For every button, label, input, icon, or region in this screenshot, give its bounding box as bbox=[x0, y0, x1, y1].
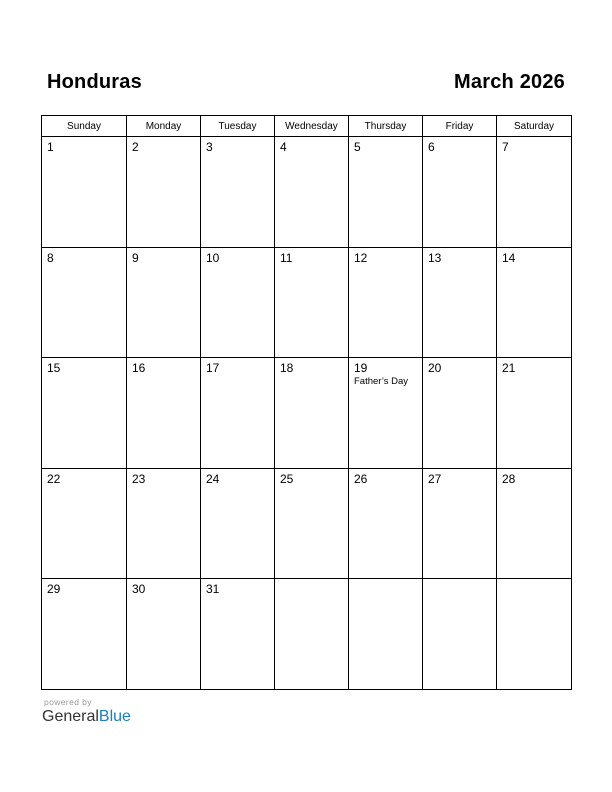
day-cell bbox=[201, 579, 275, 690]
day-number: 19 bbox=[354, 361, 368, 375]
day-number: 3 bbox=[206, 140, 213, 154]
day-number: 11 bbox=[280, 250, 293, 265]
day-number: 8 bbox=[47, 250, 54, 265]
country-title: Honduras bbox=[47, 71, 142, 93]
day-cell-empty bbox=[349, 579, 423, 690]
brand-part-general: General bbox=[42, 708, 99, 725]
day-cell bbox=[42, 247, 127, 358]
day-cell bbox=[497, 247, 572, 358]
day-cell bbox=[423, 137, 497, 248]
brand-part-blue: Blue bbox=[98, 708, 131, 725]
day-number bbox=[349, 579, 422, 582]
week-row bbox=[42, 468, 572, 579]
week-row bbox=[42, 247, 572, 358]
weekday-header: Tuesday bbox=[201, 116, 275, 137]
day-number: 20 bbox=[428, 361, 442, 375]
week-row bbox=[42, 579, 572, 690]
day-cell bbox=[423, 358, 497, 469]
day-number: 10 bbox=[206, 250, 220, 265]
day-number: 2 bbox=[132, 140, 139, 154]
weekday-header: Thursday bbox=[349, 116, 423, 137]
day-cell bbox=[127, 137, 201, 248]
day-cell bbox=[423, 468, 497, 579]
week-row bbox=[42, 137, 572, 248]
day-number: 6 bbox=[428, 140, 435, 154]
calendar-grid bbox=[41, 115, 572, 690]
day-number: 24 bbox=[206, 471, 220, 486]
day-cell bbox=[42, 579, 127, 690]
day-number: 30 bbox=[132, 582, 146, 596]
weekday-header: Saturday bbox=[497, 116, 572, 137]
day-cell bbox=[42, 468, 127, 579]
day-cell bbox=[497, 358, 572, 469]
day-number bbox=[497, 579, 571, 582]
day-cell-empty bbox=[275, 579, 349, 690]
brand-logo bbox=[42, 708, 131, 726]
day-number: 26 bbox=[354, 471, 368, 486]
day-number: 18 bbox=[280, 361, 294, 375]
day-cell bbox=[349, 137, 423, 248]
day-number: 5 bbox=[354, 140, 361, 154]
day-cell bbox=[275, 247, 349, 358]
day-cell bbox=[423, 247, 497, 358]
weekday-header: Monday bbox=[127, 116, 201, 137]
day-number: 17 bbox=[206, 361, 220, 375]
day-number: 14 bbox=[502, 250, 516, 265]
day-cell bbox=[497, 137, 572, 248]
day-number: 25 bbox=[280, 471, 294, 486]
day-number: 7 bbox=[502, 140, 509, 154]
day-cell bbox=[275, 137, 349, 248]
day-cell-empty bbox=[423, 579, 497, 690]
day-number: 23 bbox=[132, 471, 146, 486]
day-cell bbox=[42, 358, 127, 469]
powered-by-text: powered by bbox=[44, 697, 92, 707]
day-cell bbox=[275, 468, 349, 579]
weekday-header: Friday bbox=[423, 116, 497, 137]
weekday-header: Sunday bbox=[42, 116, 127, 137]
day-number: 15 bbox=[47, 361, 61, 375]
day-cell bbox=[201, 358, 275, 469]
day-cell bbox=[127, 579, 201, 690]
day-cell bbox=[349, 247, 423, 358]
week-row bbox=[42, 358, 572, 469]
day-number: 21 bbox=[502, 361, 516, 375]
day-number: 28 bbox=[502, 471, 516, 486]
day-cell bbox=[127, 468, 201, 579]
day-number: 27 bbox=[428, 471, 442, 486]
day-number: 16 bbox=[132, 361, 146, 375]
day-cell bbox=[275, 358, 349, 469]
day-cell-empty bbox=[497, 579, 572, 690]
day-number: 29 bbox=[47, 582, 61, 596]
month-year-title: March 2026 bbox=[454, 71, 565, 93]
day-cell bbox=[349, 358, 423, 469]
day-number: 1 bbox=[47, 140, 54, 154]
day-number: 9 bbox=[132, 250, 139, 265]
day-cell bbox=[127, 358, 201, 469]
day-cell bbox=[127, 247, 201, 358]
day-cell bbox=[349, 468, 423, 579]
day-number: 4 bbox=[280, 140, 287, 154]
weekday-header: Wednesday bbox=[275, 116, 349, 137]
holiday-label: Father’s Day bbox=[354, 376, 409, 387]
day-cell bbox=[497, 468, 572, 579]
day-number bbox=[423, 579, 496, 582]
weekday-header-row bbox=[42, 116, 572, 137]
day-number: 13 bbox=[428, 250, 442, 265]
day-cell bbox=[201, 247, 275, 358]
day-number: 22 bbox=[47, 471, 61, 486]
day-number: 31 bbox=[206, 582, 220, 596]
day-cell bbox=[201, 468, 275, 579]
footer-branding bbox=[42, 697, 131, 726]
day-number: 12 bbox=[354, 250, 368, 265]
day-cell bbox=[201, 137, 275, 248]
day-number bbox=[275, 579, 348, 582]
day-cell bbox=[42, 137, 127, 248]
